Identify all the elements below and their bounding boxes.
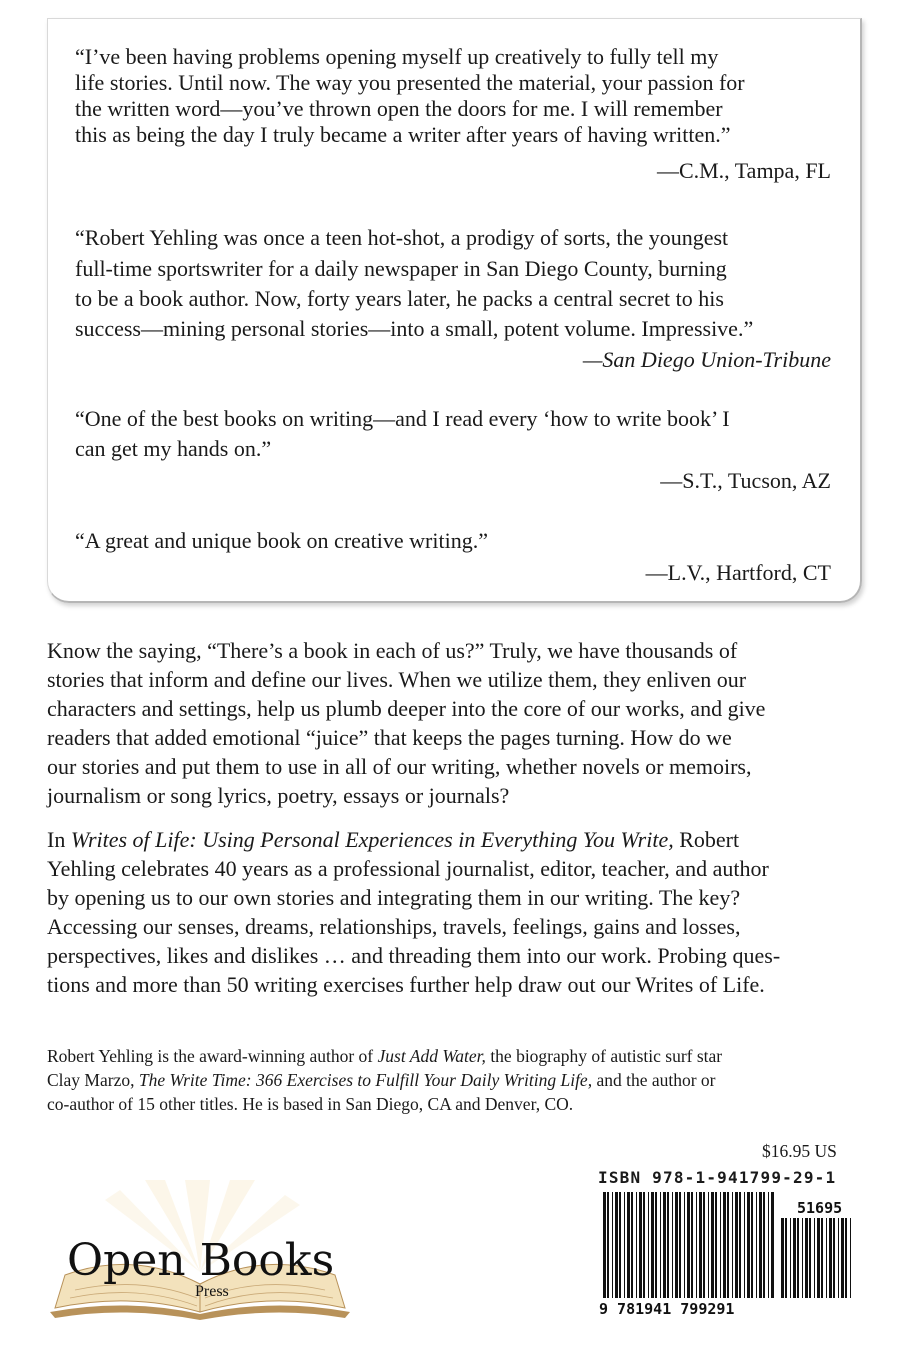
description-p2-line-3: by opening us to our own stories and integrating them in our writing. The key? xyxy=(47,885,741,910)
barcode-bar xyxy=(687,1192,690,1298)
description-p1-line-3: characters and settings, help us plumb deeper into the core of our works, and give xyxy=(47,696,766,721)
barcode-bar xyxy=(619,1192,621,1298)
description-p2-line-2: Yehling celebrates 40 years as a professional journalist, editor, teacher, and author xyxy=(47,856,769,881)
barcode-bar xyxy=(739,1192,741,1298)
barcode-bar xyxy=(655,1192,657,1298)
testimonial-4-line-1: “A great and unique book on creative writing.” xyxy=(75,528,488,553)
barcode-bar xyxy=(814,1218,815,1298)
barcode-bars-main xyxy=(603,1192,774,1298)
barcode-bar xyxy=(817,1218,820,1298)
bio-line-1-a: Robert Yehling is the award-winning author of xyxy=(47,1046,378,1066)
barcode-bar xyxy=(720,1192,721,1298)
barcode-bar xyxy=(790,1218,791,1298)
description-p1-line-2: stories that inform and define our lives. When we utilize them, they enliven our xyxy=(47,667,747,692)
bio-line-1 xyxy=(47,1044,722,1068)
publisher-logo xyxy=(45,1180,355,1320)
barcode-bar xyxy=(759,1192,762,1298)
barcode xyxy=(597,1190,855,1320)
barcode-bar xyxy=(660,1192,661,1298)
barcode-bar xyxy=(723,1192,726,1298)
barcode-bar xyxy=(711,1192,714,1298)
barcode-bar xyxy=(631,1192,633,1298)
description-p2-line-6: tions and more than 50 writing exercises further help draw out our Writes of Life. xyxy=(47,972,765,997)
description-p1-line-4: readers that added emotional “juice” that keeps the pages turning. How do we xyxy=(47,725,732,750)
barcode-bar xyxy=(781,1218,784,1298)
barcode-bar xyxy=(684,1192,685,1298)
description-p1-line-5: our stories and put them to use in all of our writing, whether novels or memoirs, xyxy=(47,754,752,779)
barcode-bar xyxy=(751,1192,753,1298)
description-p2-line-4: Accessing our senses, dreams, relationships, travels, feelings, gains and losses, xyxy=(47,914,741,939)
testimonial-4-attribution: —L.V., Hartford, CT xyxy=(645,560,831,585)
barcode-bars-addon xyxy=(781,1218,851,1298)
barcode-bar xyxy=(691,1192,693,1298)
testimonial-1-line-4: this as being the day I truly became a writer after years of having written.” xyxy=(75,122,731,147)
testimonial-3-line-1: “One of the best books on writing—and I read every ‘how to write book’ I xyxy=(75,406,730,431)
bio-line-1-b: the biography of autistic surf star xyxy=(485,1046,723,1066)
bio-line-3: co-author of 15 other titles. He is based in San Diego, CA and Denver, CO. xyxy=(47,1094,574,1114)
bio-title-2: The Write Time: 366 Exercises to Fulfill Your Daily Writing Life, xyxy=(138,1070,593,1090)
bio-title-1: Just Add Water, xyxy=(377,1046,486,1066)
barcode-bar xyxy=(771,1192,774,1298)
barcode-bar xyxy=(643,1192,645,1298)
author-bio xyxy=(47,1044,722,1116)
barcode-bar xyxy=(829,1218,832,1298)
testimonial-3-line-2: can get my hands on.” xyxy=(75,436,272,461)
barcode-bar xyxy=(607,1192,609,1298)
barcode-bar xyxy=(802,1218,803,1298)
barcode-bar xyxy=(727,1192,729,1298)
barcode-bar xyxy=(612,1192,613,1298)
bio-line-2 xyxy=(47,1068,722,1092)
testimonial-3-attribution: —S.T., Tucson, AZ xyxy=(660,468,831,493)
barcode-bar xyxy=(675,1192,678,1298)
testimonial-2-line-2: full-time sportswriter for a daily newspaper in San Diego County, burning xyxy=(75,256,727,281)
barcode-bar xyxy=(639,1192,642,1298)
description-p2-lead: In xyxy=(47,827,71,852)
barcode-bar xyxy=(663,1192,666,1298)
barcode-bar xyxy=(667,1192,669,1298)
barcode-bar xyxy=(699,1192,702,1298)
barcode-bar xyxy=(715,1192,717,1298)
barcode-bar xyxy=(603,1192,606,1298)
barcode-bar xyxy=(850,1218,851,1298)
barcode-bar xyxy=(703,1192,705,1298)
barcode-bar xyxy=(627,1192,630,1298)
description-p2-line-1 xyxy=(47,825,739,854)
barcode-bar xyxy=(615,1192,618,1298)
testimonial-2-line-4: success—mining personal stories—into a small, potent volume. Impressive.” xyxy=(75,316,754,341)
testimonial-1-line-1: “I’ve been having problems opening myself up creatively to fully tell my xyxy=(75,44,719,69)
barcode-bar xyxy=(648,1192,649,1298)
barcode-bar xyxy=(651,1192,654,1298)
isbn-label: ISBN 978-1-941799-29-1 xyxy=(598,1168,837,1187)
barcode-bar xyxy=(735,1192,738,1298)
description-p1-line-6: journalism or song lyrics, poetry, essays or journals? xyxy=(47,783,510,808)
barcode-bar xyxy=(763,1192,765,1298)
publisher-name: Open Books xyxy=(67,1235,335,1286)
description-p2-line-5: perspectives, likes and dislikes … and threading them into our work. Probing ques- xyxy=(47,943,781,968)
barcode-bar xyxy=(747,1192,750,1298)
barcode-bar xyxy=(744,1192,745,1298)
barcode-bar xyxy=(793,1218,796,1298)
barcode-bar xyxy=(672,1192,673,1298)
testimonial-1-attribution: —C.M., Tampa, FL xyxy=(656,158,831,183)
book-title: Writes of Life: Using Personal Experiences in Everything You Write, xyxy=(70,827,674,852)
bio-line-2-b: and the author or xyxy=(592,1070,716,1090)
barcode-bar xyxy=(756,1192,757,1298)
testimonial-2-line-3: to be a book author. Now, forty years later, he packs a central secret to his xyxy=(75,286,724,311)
barcode-bar xyxy=(838,1218,839,1298)
barcode-bar xyxy=(797,1218,799,1298)
testimonial-2-line-1: “Robert Yehling was once a teen hot-shot, a prodigy of sorts, the youngest xyxy=(75,225,729,250)
barcode-price-code: 51695 xyxy=(797,1199,843,1217)
description-p2-line-1-rest: Robert xyxy=(673,827,740,852)
publisher-imprint: Press xyxy=(195,1283,229,1300)
barcode-bar xyxy=(841,1218,844,1298)
barcode-bar xyxy=(845,1218,847,1298)
barcode-bar xyxy=(679,1192,681,1298)
barcode-bar xyxy=(826,1218,827,1298)
barcode-bar xyxy=(624,1192,625,1298)
barcode-bar xyxy=(833,1218,835,1298)
barcode-bar xyxy=(785,1218,787,1298)
barcode-bar xyxy=(636,1192,637,1298)
price: $16.95 US xyxy=(762,1141,837,1161)
barcode-bar xyxy=(821,1218,823,1298)
barcode-bar xyxy=(708,1192,709,1298)
barcode-bar xyxy=(805,1218,808,1298)
barcode-digits: 9 781941 799291 xyxy=(599,1300,735,1318)
testimonial-1-line-3: the written word—you’ve thrown open the doors for me. I will remember xyxy=(75,96,723,121)
description-p1-line-1: Know the saying, “There’s a book in each of us?” Truly, we have thousands of xyxy=(47,638,738,663)
bio-line-2-a: Clay Marzo, xyxy=(47,1070,139,1090)
barcode-bar xyxy=(732,1192,733,1298)
testimonial-2-attribution: —San Diego Union-Tribune xyxy=(582,347,831,372)
barcode-bar xyxy=(768,1192,769,1298)
barcode-bar xyxy=(809,1218,811,1298)
barcode-bar xyxy=(696,1192,697,1298)
testimonial-1-line-2: life stories. Until now. The way you presented the material, your passion for xyxy=(75,70,745,95)
